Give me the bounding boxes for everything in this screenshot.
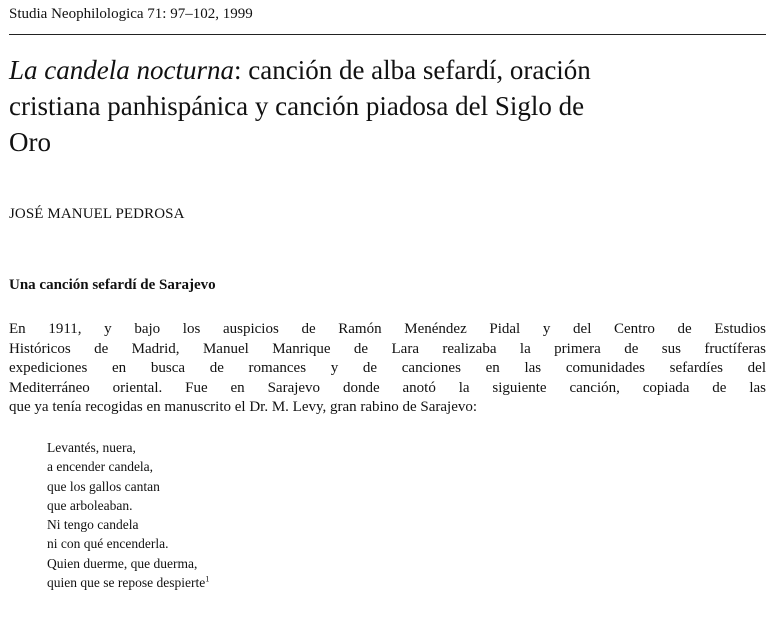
verse-line: Levantés, nuera, bbox=[47, 440, 136, 455]
article-title-italic: La candela nocturna bbox=[9, 55, 234, 85]
verse-line: que los gallos cantan bbox=[47, 478, 160, 494]
article-title-line-3: Oro bbox=[9, 127, 51, 157]
article-title bbox=[9, 52, 759, 160]
paragraph-line: En 1911, y bajo los auspicios de Ramón Menéndez Pidal y del Centro de Estudios bbox=[9, 321, 766, 337]
verse-line-text: quien que se repose despierte bbox=[47, 575, 206, 591]
article-title-rest: : canción de alba sefardí, oración bbox=[233, 55, 591, 85]
paragraph-line: que ya tenía recogidas en manuscrito el Dr. M. Levy, gran rabino de Sarajevo: bbox=[9, 399, 478, 415]
verse-line: Quien duerme, que duerma, bbox=[47, 555, 198, 571]
body-paragraph bbox=[9, 320, 766, 418]
footnote-marker[interactable]: 1 bbox=[205, 573, 210, 584]
verse-line: a encender candela, bbox=[47, 459, 154, 475]
verse-line-last bbox=[47, 573, 209, 592]
author-name: JOSÉ MANUEL PEDROSA bbox=[9, 206, 185, 222]
verse-block bbox=[47, 438, 209, 592]
verse-line: que arboleaban. bbox=[47, 497, 133, 513]
section-heading: Una canción sefardí de Sarajevo bbox=[9, 277, 216, 293]
journal-citation: Studia Neophilologica 71: 97–102, 1999 bbox=[9, 6, 253, 22]
header-rule bbox=[9, 34, 766, 35]
article-title-line-2: cristiana panhispánica y canción piadosa del Siglo de bbox=[9, 91, 585, 121]
paragraph-line: Históricos de Madrid, Manuel Manrique de Lara realizaba la primera de sus fructíferas bbox=[9, 340, 766, 357]
verse-line: ni con qué encenderla. bbox=[47, 536, 169, 552]
paragraph-line: expediciones en busca de romances y de canciones en las comunidades sefardíes del bbox=[9, 360, 766, 376]
verse-line: Ni tengo candela bbox=[47, 517, 139, 533]
paragraph-line: Mediterráneo oriental. Fue en Sarajevo donde anotó la siguiente canción, copiada de las bbox=[9, 379, 766, 396]
